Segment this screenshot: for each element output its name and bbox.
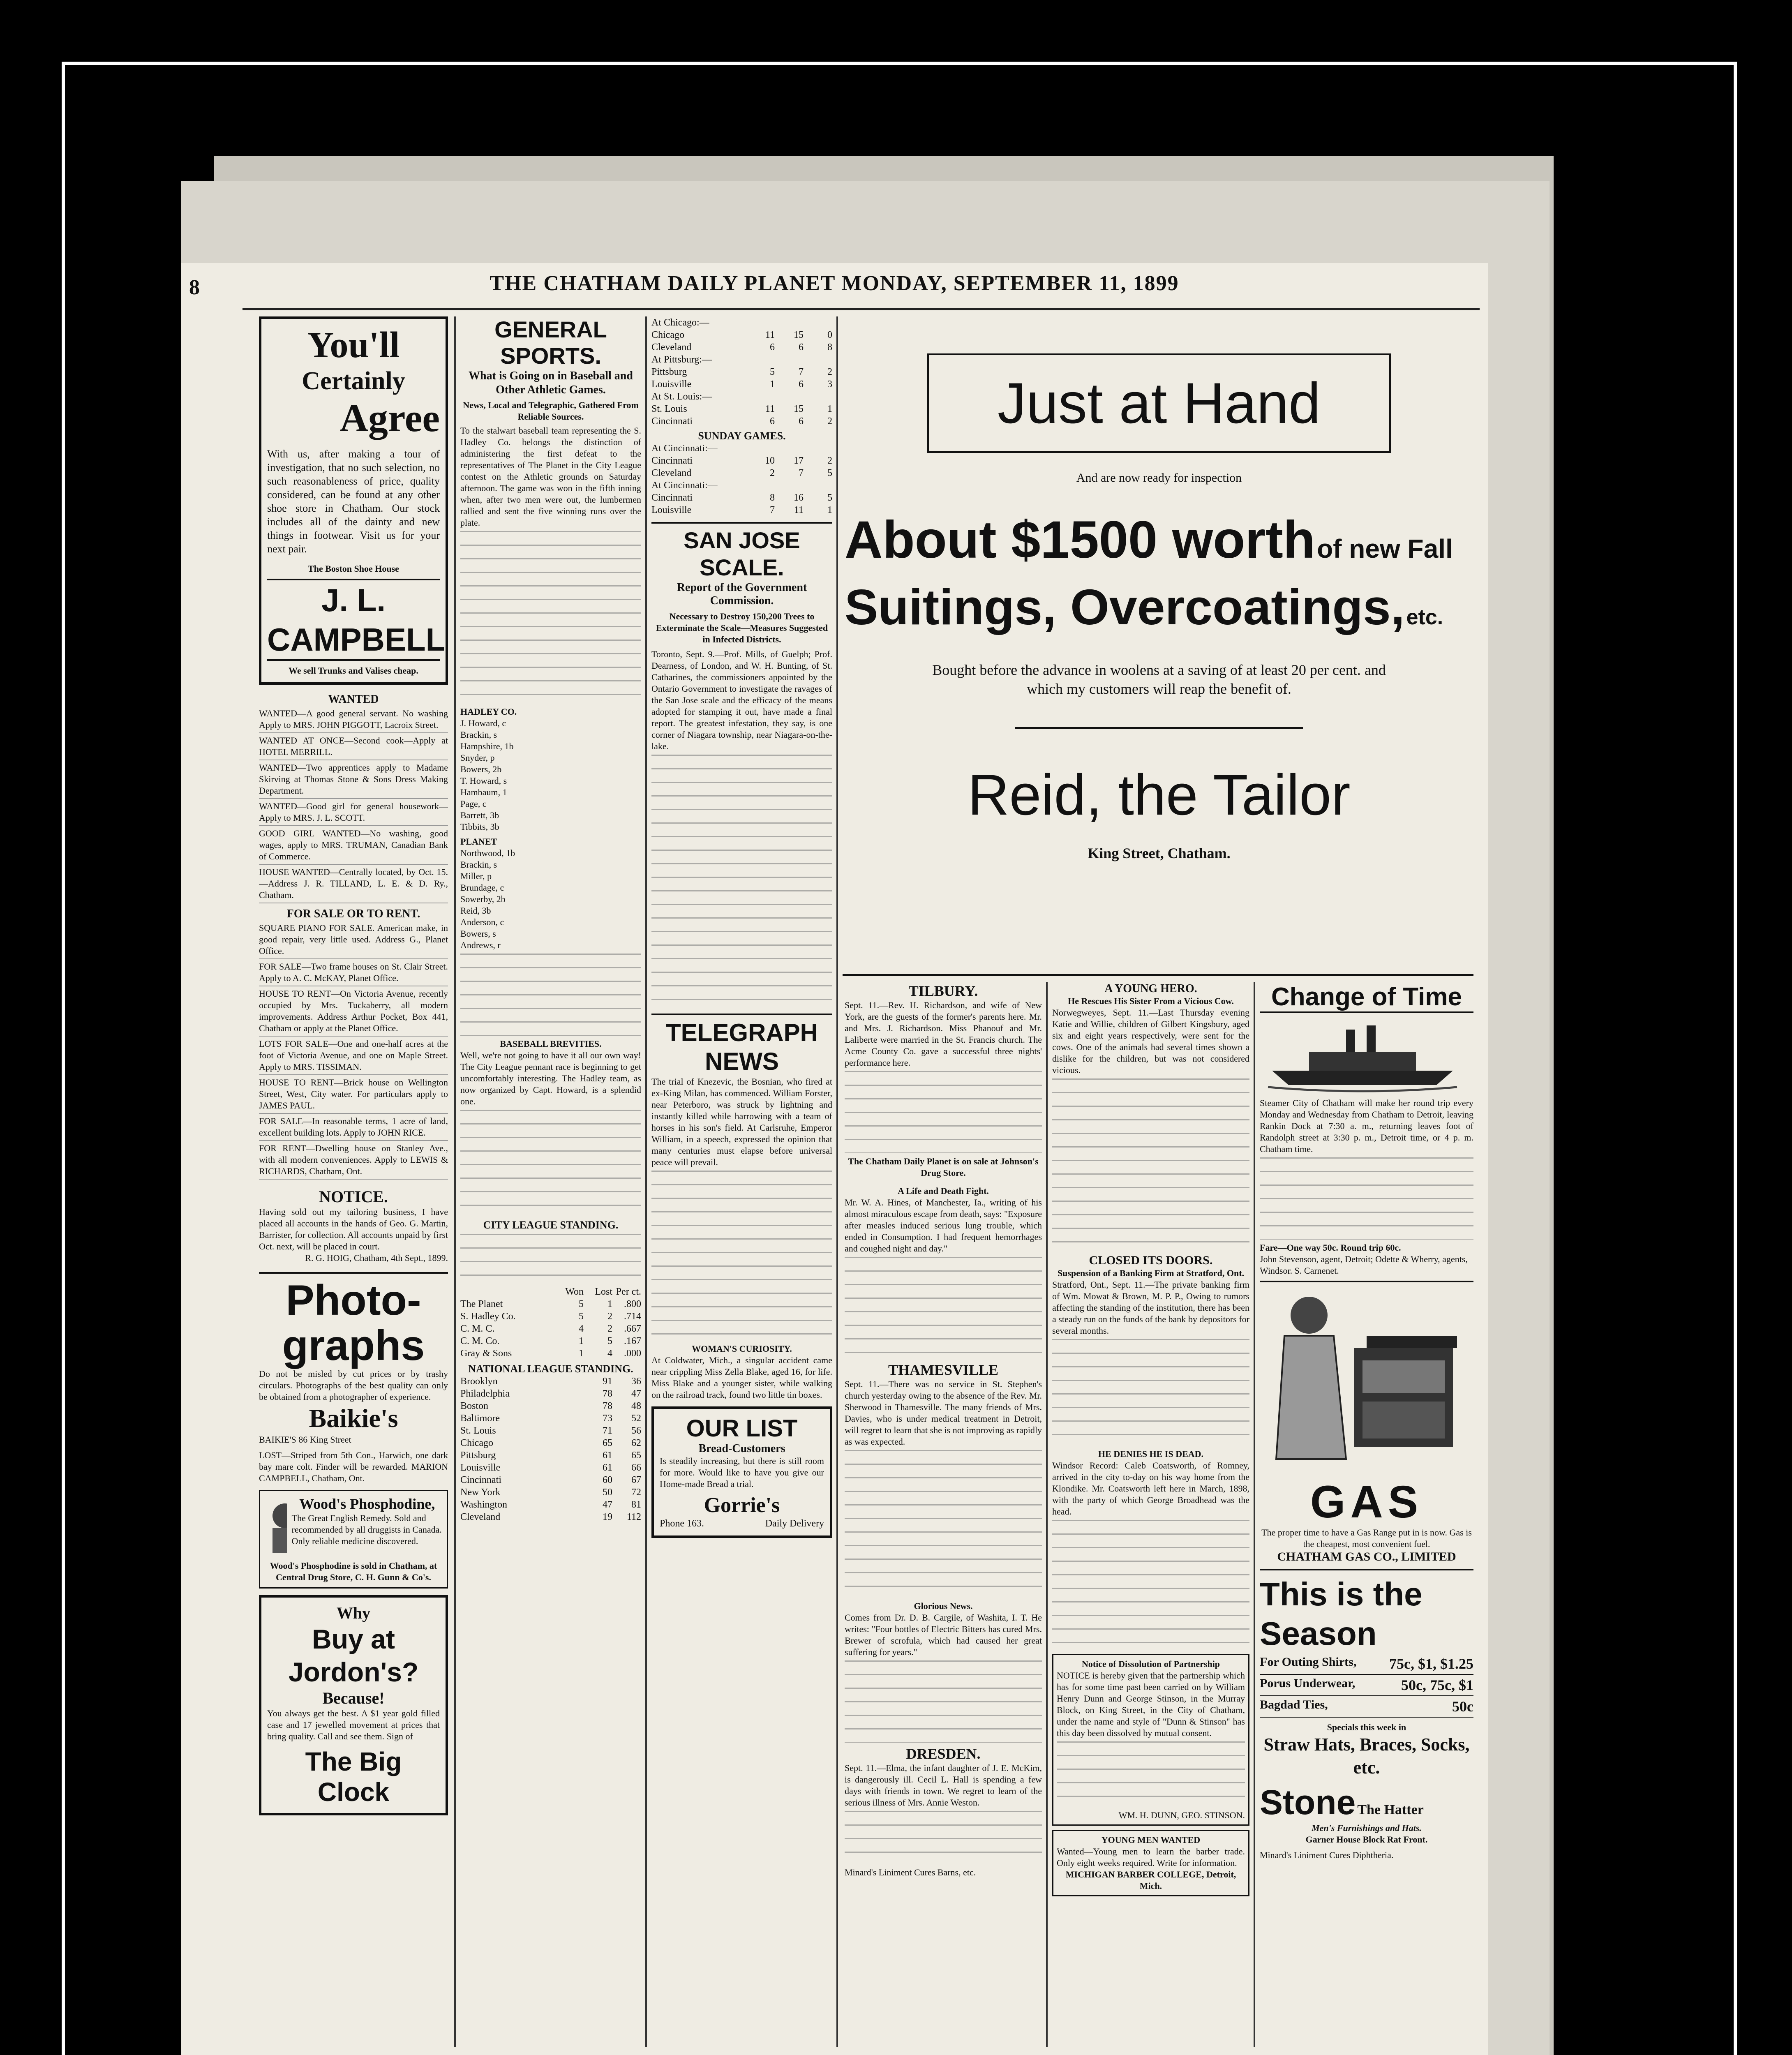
article-body: Norwegweyes, Sept. 11.—Last Thursday evening Katie and Willie, children of Gilbert Kingsbury, aged six and eight years respectively, were sent for the cows. One of the animals had several times shown a dislike for the children, but was not considered vicious.	[1052, 1007, 1249, 1075]
table-label-cell: St. Louis	[651, 404, 687, 414]
ad-subheading: Bread-Customers	[698, 1442, 785, 1455]
ad-items: Straw Hats, Braces, Socks, etc.	[1263, 1734, 1470, 1778]
article-body: Mr. W. A. Hines, of Manchester, Ia., writing of his almost miraculous escape from death, says: "Exposure after measles induced serious lung trouble, which ended in Consumption. I had frequent hemorrhages and coughed night and day."	[845, 1197, 1042, 1254]
box-score-player: Bowers, 2b	[460, 764, 502, 774]
table-label-cell: C. M. Co.	[460, 1336, 500, 1346]
table-label-cell: Cincinnati	[651, 455, 693, 466]
photographer-name: Baikie's	[309, 1404, 398, 1433]
table-value-cell: .800	[624, 1299, 641, 1309]
box-score-player: Snyder, p	[460, 753, 495, 763]
table-value-cell: 6	[799, 379, 804, 390]
table-value-cell: 7	[770, 505, 775, 515]
ad-address: King Street, Chatham.	[1088, 845, 1231, 861]
table-label-cell: At St. Louis:—	[651, 391, 712, 402]
minard-ad: Minard's Liniment Cures Diphtheria.	[1260, 1850, 1394, 1860]
classified-item: WANTED—A good general servant. No washing Apply to MRS. JOHN PIGGOTT, Lacroix Street.	[259, 706, 448, 733]
article-body: Sept. 11.—There was no service in St. Stephen's church yesterday owing to the absence of the Rev. Mr. Sherwood in Thamesville. The many friends of Mrs. Davies, who is under medical treatment in Detroit, will regret to learn that she is not improving as rapidly as was expected.	[845, 1379, 1042, 1447]
table-value-cell: 1	[770, 379, 775, 390]
classified-item: FOR SALE—Two frame houses on St. Clair Street. Apply to A. C. McKAY, Planet Office.	[259, 959, 448, 986]
table-value-cell: 1	[579, 1336, 584, 1346]
table-value-cell: 52	[631, 1413, 641, 1424]
table-value-cell: 5	[607, 1336, 612, 1346]
section-heading: SUNDAY GAMES.	[698, 430, 786, 442]
article-body: Sept. 11.—Rev. H. Richardson, and wife of New York, are the guests of the former's parents here. Mr. and Mrs. J. Richardson. Miss Phanouf and Mr. Laliberte were married in the St. Francis church. The Acme County Co. gave a successful three nights' performance here.	[845, 1000, 1042, 1068]
table-value-cell: 6	[799, 416, 804, 427]
notice-body: NOTICE is hereby given that the partnership which has for some time past been carried on by William Henry Dunn and George Stinson, in the Murray Block, on King Street, in the City of Chatham, under the name and style of "Dunn & Stinson" has this day been dissolved by mutual consent.	[1057, 1670, 1245, 1738]
section-heading: BASEBALL BREVITIES.	[500, 1039, 602, 1049]
table-value-cell: 1	[827, 505, 832, 515]
ad-body: Wanted—Young men to learn the barber trade. Only eight weeks required. Write for information.	[1057, 1846, 1245, 1868]
section-heading: A Life and Death Fight.	[898, 1186, 989, 1196]
store-name: The Boston Shoe House	[308, 563, 399, 574]
schedule-body: Steamer City of Chatham will make her round trip every Monday and Wednesday from Chatham to Detroit, leaving Rankin Dock at 7:30 a. m., returning leaves foot of Randolph street at 3:30 p. m., Detroit time, or 4 p. m. Chatham time.	[1260, 1098, 1473, 1154]
table-value-cell: 5	[770, 367, 775, 377]
table-value-cell: 67	[631, 1475, 641, 1485]
table-value-cell: .714	[624, 1311, 641, 1322]
ad-body: Bought before the advance in woolens at a saving of at least 20 per cent. and which my customers will reap the benefit of.	[932, 662, 1386, 697]
merchant-name: J. L. CAMPBELL	[267, 579, 440, 661]
ad-address: BAIKIE'S 86 King Street	[259, 1434, 351, 1445]
table-label-cell: Cincinnati	[651, 416, 693, 427]
table-label-cell: At Pittsburg:—	[651, 354, 712, 365]
classified-item: HOUSE WANTED—Centrally located, by Oct. 15.—Address J. R. TILLAND, L. E. & D. Ry., Chatham.	[259, 865, 448, 903]
table-value-cell: 47	[603, 1499, 612, 1510]
table-value-cell: 56	[631, 1425, 641, 1436]
ad-headline: Just at Hand	[927, 353, 1391, 453]
ad-heading: Wood's Phosphodine,	[299, 1496, 435, 1512]
item-price: 50c, 75c, $1	[1401, 1677, 1473, 1693]
ad-body: The Great English Remedy. Sold and recommended by all druggists in Canada. Only reliable medicine discovered.	[291, 1513, 442, 1546]
table-value-cell: 112	[626, 1512, 641, 1522]
box-score-player: Hampshire, 1b	[460, 741, 514, 751]
box-score-player: Hambaum, 1	[460, 787, 507, 797]
table-value-cell: 61	[603, 1462, 612, 1473]
table-value-cell: 1	[607, 1299, 612, 1309]
subheadline: Suspension of a Banking Firm at Stratford, Ont.	[1057, 1268, 1245, 1278]
ad-heading: This is the Season	[1260, 1576, 1423, 1652]
table-value-cell: 6	[770, 342, 775, 353]
ad-sign: The Big Clock	[305, 1747, 402, 1807]
ad-heading: OUR LIST	[686, 1415, 798, 1442]
table-value-cell: 5	[579, 1311, 584, 1322]
subheadline: He Rescues His Sister From a Vicious Cow.	[1068, 996, 1234, 1006]
table-label-cell: Chicago	[651, 330, 684, 340]
table-label-cell: Louisville	[651, 379, 692, 390]
box-score-player: Anderson, c	[460, 917, 504, 927]
box-score-player: Brundage, c	[460, 882, 504, 893]
table-label-cell: New York	[460, 1487, 501, 1498]
table-label-cell: Gray & Sons	[460, 1348, 512, 1359]
classified-item: FOR RENT—Dwelling house on Stanley Ave., with all modern conveniences. Apply to LEWIS & RICHARDS, Chatham, Ont.	[259, 1141, 448, 1180]
notice-body: Having sold out my tailoring business, I have placed all accounts in the hands of Geo. G. Martin, Barrister, for collection. All accounts unpaid by first Oct. next, will be placed in court.	[259, 1207, 448, 1251]
table-label-cell: Baltimore	[460, 1413, 500, 1424]
phone-number: Phone 163.	[660, 1518, 704, 1529]
table-label-cell: Cincinnati	[651, 492, 693, 503]
box-score-player: Bowers, s	[460, 928, 496, 939]
box-score-player: Reid, 3b	[460, 905, 491, 916]
ad-body: Do not be misled by cut prices or by trashy circulars. Photographs of the best quality can only be obtained from a photographer of experience.	[259, 1369, 448, 1402]
section-heading: A YOUNG HERO.	[1104, 982, 1197, 995]
classified-item: WANTED—Good girl for general housework—Apply to MRS. J. L. SCOTT.	[259, 799, 448, 826]
ad-heading: Buy at Jordon's?	[288, 1624, 419, 1687]
table-value-cell: 2	[827, 455, 832, 466]
ad-heading: Because!	[322, 1689, 385, 1707]
ad-tagline: Men's Furnishings and Hats.	[1312, 1823, 1422, 1833]
section-heading: THAMESVILLE	[888, 1362, 999, 1378]
ad-body: With us, after making a tour of investigation, that no such selection, no such reasonableness of price, quality considered, can be found at any other shoe store in Chatham. Our stock includes all of the dainty and new things in footwear. Visit us for your next pair.	[267, 448, 440, 555]
table-value-cell: 65	[631, 1450, 641, 1461]
box-score-player: Sowerby, 2b	[460, 894, 506, 904]
item-name: Bagdad Ties,	[1260, 1698, 1328, 1711]
table-value-cell: 0	[827, 330, 832, 340]
ad-body: Is steadily increasing, but there is still room for more. Would like to have you give our Home-made Bread a trial.	[660, 1456, 824, 1489]
ad-heading: You'll	[307, 325, 400, 365]
table-value-cell: 2	[827, 416, 832, 427]
box-score-player: Northwood, 1b	[460, 848, 515, 858]
table-value-cell: 6	[770, 416, 775, 427]
table-label-cell: At Chicago:—	[651, 317, 709, 328]
box-score-player: Miller, p	[460, 871, 492, 881]
box-score-player: Andrews, r	[460, 940, 501, 950]
ad-sign: MICHIGAN BARBER COLLEGE, Detroit, Mich.	[1065, 1869, 1236, 1891]
table-value-cell: 7	[799, 367, 804, 377]
ad-heading: Agree	[339, 396, 440, 440]
table-value-cell: 4	[607, 1348, 612, 1359]
table-label-cell: Chicago	[460, 1438, 493, 1448]
lost-notice: LOST—Striped from 5th Con., Harwich, one dark bay mare colt. Finder will be rewarded. MARION CAMPBELL, Chatham, Ont.	[259, 1450, 448, 1483]
article-body: Comes from Dr. D. B. Cargile, of Washita, I. T. He writes: "Four bottles of Electric Bitters has cured Mrs. Brewer of scrofula, which had caused her great suffering for years."	[845, 1612, 1042, 1657]
ad-heading: Photo-	[286, 1277, 421, 1324]
item-name: Porus Underwear,	[1260, 1676, 1356, 1690]
hatter-name: Stone	[1260, 1783, 1356, 1822]
table-value-cell: 91	[603, 1376, 612, 1387]
table-value-cell: Lost	[595, 1286, 612, 1297]
ad-product-line-tail: etc.	[1406, 605, 1443, 629]
table-label-cell: Washington	[460, 1499, 508, 1510]
item-name: For Outing Shirts,	[1260, 1655, 1357, 1669]
classified-item: GOOD GIRL WANTED—No washing, good wages, apply to MRS. TRUMAN, Canadian Bank of Commerce.	[259, 826, 448, 865]
classified-item: SQUARE PIANO FOR SALE. American make, in good repair, very little used. Address G., Planet Office.	[259, 921, 448, 959]
tailor-name: Reid, the Tailor	[968, 762, 1351, 827]
scan-frame	[62, 62, 1737, 2055]
box-score-player: Barrett, 3b	[460, 810, 499, 820]
table-value-cell: 1	[579, 1348, 584, 1359]
ad-body: You always get the best. A $1 year gold filled case and 17 jewelled movement at prices that bring quality. Call and see them. Sign of	[267, 1708, 440, 1741]
table-value-cell: 61	[603, 1450, 612, 1461]
box-score-heading: PLANET	[460, 836, 497, 847]
table-value-cell: 71	[603, 1425, 612, 1436]
table-label-cell: Brooklyn	[460, 1376, 498, 1387]
classified-heading: FOR SALE OR TO RENT.	[286, 907, 420, 920]
ad-product-line: Suitings, Overcoatings,	[845, 579, 1405, 635]
notice-heading: NOTICE.	[319, 1187, 388, 1206]
headline: SAN JOSE SCALE.	[684, 527, 800, 580]
deck: News, Local and Telegraphic, Gathered From Reliable Sources.	[463, 400, 639, 422]
ad-heading: graphs	[282, 1322, 425, 1369]
table-value-cell: 11	[794, 505, 804, 515]
table-label-cell: Louisville	[651, 505, 692, 515]
section-heading: TILBURY.	[908, 983, 978, 999]
article-body: Windsor Record: Caleb Coatsworth, of Romney, arrived in the city to-day on his way home from the Klondike. Mr. Coatsworth left here in March, 1898, with the party of which George Broadhead was the head.	[1052, 1460, 1249, 1517]
table-value-cell: 72	[631, 1487, 641, 1498]
fare-line: Fare—One way 50c. Round trip 60c.	[1260, 1242, 1401, 1253]
classified-item: WANTED—Two apprentices apply to Madame Skirving at Thomas Stone & Sons Dress Making Department.	[259, 760, 448, 799]
item-price: 50c	[1452, 1698, 1473, 1715]
delivery-note: Daily Delivery	[765, 1518, 824, 1529]
table-value-cell: 48	[631, 1401, 641, 1411]
table-value-cell: 36	[631, 1376, 641, 1387]
table-value-cell: 78	[603, 1388, 612, 1399]
ad-heading: Change of Time	[1260, 982, 1473, 1013]
box-score-player: Page, c	[460, 799, 487, 809]
table-value-cell: 73	[603, 1413, 612, 1424]
ad-subheading: And are now ready for inspection	[1076, 471, 1242, 485]
box-score-player: Brackin, s	[460, 730, 497, 740]
table-value-cell: Won	[565, 1286, 584, 1297]
section-heading: Glorious News.	[914, 1601, 973, 1611]
article-body: Well, we're not going to have it all our own way! The City League pennant race is beginning to get uncomfortably interesting. The Hadley team, as now organized by Capt. Howard, is a splendid one.	[460, 1050, 641, 1106]
article-body: Toronto, Sept. 9.—Prof. Mills, of Guelph; Prof. Dearness, of London, and W. H. Bunting, of St. Catharines, the commissioners appointed by the Ontario Government to investigate the ravages of the San Jose scale and the efficacy of the means adopted for stamping it out, have made a final report. The greatest infestation, they say, is one corner of Niagara township, near Niagara-on-the-lake.	[651, 649, 832, 751]
section-heading: HE DENIES HE IS DEAD.	[1098, 1449, 1204, 1459]
table-label-cell: Cincinnati	[460, 1475, 501, 1485]
classified-item: LOTS FOR SALE—One and one-half acres at the foot of Victoria Avenue, and one on Maple Street. Apply to MRS. TISSIMAN.	[259, 1037, 448, 1075]
table-label-cell: At Cincinnati:—	[651, 480, 718, 491]
box-score-player: Tibbits, 3b	[460, 822, 499, 832]
table-value-cell: 8	[827, 342, 832, 353]
masthead: THE CHATHAM DAILY PLANET MONDAY, SEPTEMBER 11, 1899	[490, 272, 1179, 295]
ad-heading: Why	[336, 1604, 371, 1622]
table-label-cell: Philadelphia	[460, 1388, 510, 1399]
table-value-cell: .000	[624, 1348, 641, 1359]
section-heading: CITY LEAGUE STANDING.	[483, 1219, 619, 1231]
headline: TELEGRAPH NEWS	[665, 1019, 818, 1075]
table-value-cell: .667	[624, 1323, 641, 1334]
section-heading: NATIONAL LEAGUE STANDING.	[468, 1363, 633, 1375]
table-value-cell: 47	[631, 1388, 641, 1399]
table-label-cell: Boston	[460, 1401, 489, 1411]
classified-heading: WANTED	[328, 693, 379, 706]
table-value-cell: 16	[794, 492, 804, 503]
hatter-title: The Hatter	[1357, 1802, 1424, 1817]
table-label-cell: St. Louis	[460, 1425, 496, 1436]
table-value-cell: 2	[827, 367, 832, 377]
subheadline: Report of the Government Commission.	[677, 581, 807, 607]
table-value-cell: 81	[631, 1499, 641, 1510]
table-value-cell: 3	[827, 379, 832, 390]
baker-name: Gorrie's	[704, 1494, 780, 1517]
table-label-cell: Pittsburg	[460, 1450, 496, 1461]
table-label-cell: At Cincinnati:—	[651, 443, 718, 454]
table-value-cell: 11	[765, 330, 775, 340]
table-value-cell: 8	[770, 492, 775, 503]
table-value-cell: 11	[765, 404, 775, 414]
notice-signature: WM. H. DUNN, GEO. STINSON.	[1118, 1810, 1245, 1820]
headline: GENERAL SPORTS.	[494, 316, 607, 369]
ad-footer: Wood's Phosphodine is sold in Chatham, at Central Drug Store, C. H. Gunn & Co's.	[270, 1561, 437, 1582]
table-value-cell: 60	[603, 1475, 612, 1485]
table-value-cell: 2	[770, 468, 775, 478]
table-value-cell: 15	[794, 404, 804, 414]
table-value-cell: 19	[603, 1512, 612, 1522]
classified-item: FOR SALE—In reasonable terms, 1 acre of land, excellent building lots. Apply to JOHN RICE.	[259, 1114, 448, 1141]
item-price: 75c, $1, $1.25	[1389, 1656, 1473, 1672]
table-value-cell: 50	[603, 1487, 612, 1498]
company-name: CHATHAM GAS CO., LIMITED	[1277, 1550, 1456, 1563]
ad-heading: Certainly	[302, 367, 405, 395]
table-value-cell: 15	[794, 330, 804, 340]
table-value-cell: 2	[607, 1323, 612, 1334]
table-label-cell: C. M. C.	[460, 1323, 495, 1334]
article-body: Stratford, Ont., Sept. 11.—The private banking firm of Wm. Mowat & Brown, M. P. P., Owing to rumors affecting the standing of the institution, there has been a steady run on the funds of the bank by depositors for several months.	[1052, 1279, 1249, 1336]
box-score-player: J. Howard, c	[460, 718, 506, 728]
agents-line: John Stevenson, agent, Detroit; Odette & Wherry, agents, Windsor. S. Carnenet.	[1260, 1254, 1468, 1276]
table-value-cell: 5	[827, 468, 832, 478]
ad-price-line: About $1500 worth	[845, 510, 1316, 569]
table-label-cell: S. Hadley Co.	[460, 1311, 516, 1322]
table-value-cell: 7	[799, 468, 804, 478]
article-body: At Coldwater, Mich., a singular accident came near crippling Miss Zella Blake, aged 16, for life. Miss Blake and a younger sister, while walking on the railroad track, found two little tin boxes.	[651, 1355, 832, 1400]
table-value-cell: 1	[827, 404, 832, 414]
minard-ad: Minard's Liniment Cures Barns, etc.	[845, 1867, 976, 1877]
sale-note: The Chatham Daily Planet is on sale at Johnson's Drug Store.	[848, 1156, 1039, 1178]
article-body: Sept. 11.—Elma, the infant daughter of J. E. McKim, is dangerously ill. Cecil L. Hall is spending a few days with friends in town. We regret to learn of the serious illness of Mrs. Annie Weston.	[845, 1763, 1042, 1808]
article-body: To the stalwart baseball team representing the S. Hadley Co. belongs the distinction of administering the first defeat to the representatives of The Planet in the City League contest on the Athletic grounds on Saturday afternoon. The game was won in the fifth inning when, after two men were out, the lumbermen rallied and sent the five winning runs over the plate.	[460, 425, 641, 528]
table-value-cell: 4	[579, 1323, 584, 1334]
table-value-cell: 65	[603, 1438, 612, 1448]
table-label-cell: Cleveland	[651, 342, 692, 353]
classified-item: WANTED AT ONCE—Second cook—Apply at HOTEL MERRILL.	[259, 733, 448, 760]
table-label-cell: Cleveland	[460, 1512, 501, 1522]
table-value-cell: 66	[631, 1462, 641, 1473]
table-value-cell: 78	[603, 1401, 612, 1411]
table-label-cell: The Planet	[460, 1299, 503, 1309]
box-score-player: T. Howard, s	[460, 776, 507, 786]
table-value-cell: 5	[827, 492, 832, 503]
ad-body: The proper time to have a Gas Range put in is now. Gas is the cheapest, most convenient fuel.	[1261, 1527, 1472, 1549]
table-label-cell: Cleveland	[651, 468, 692, 478]
box-score-player: Brackin, s	[460, 859, 497, 870]
ad-address: Garner House Block Rat Front.	[1305, 1834, 1428, 1845]
notice-heading: Notice of Dissolution of Partnership	[1081, 1659, 1220, 1669]
subheadline: What is Going on in Baseball and Other Athletic Games.	[469, 369, 633, 396]
ad-price-line-tail: of new Fall	[1317, 534, 1453, 563]
table-value-cell: 10	[765, 455, 775, 466]
table-value-cell: 17	[794, 455, 804, 466]
classified-item: HOUSE TO RENT—On Victoria Avenue, recently occupied by Mrs. Tuckaberry, all modern improvements. Address Arthur Pocket, Box 441, Chatham or apply at the Planet Office.	[259, 986, 448, 1037]
table-value-cell: 62	[631, 1438, 641, 1448]
table-label-cell: Louisville	[460, 1462, 501, 1473]
ad-heading: GAS	[1310, 1477, 1423, 1527]
box-score-heading: HADLEY CO.	[460, 707, 517, 717]
deck: Necessary to Destroy 150,200 Trees to Exterminate the Scale—Measures Suggested in Infected Districts.	[656, 611, 828, 644]
ad-tagline: We sell Trunks and Valises cheap.	[289, 665, 418, 676]
section-heading: WOMAN'S CURIOSITY.	[692, 1344, 792, 1354]
ad-heading: YOUNG MEN WANTED	[1101, 1835, 1201, 1845]
notice-signature: R. G. HOIG, Chatham, 4th Sept., 1899.	[305, 1253, 448, 1263]
section-heading: DRESDEN.	[906, 1746, 981, 1762]
table-value-cell: 2	[607, 1311, 612, 1322]
table-value-cell: 5	[579, 1299, 584, 1309]
table-label-cell: Pittsburg	[651, 367, 687, 377]
ad-subheading: Specials this week in	[1327, 1722, 1406, 1732]
section-heading: CLOSED ITS DOORS.	[1089, 1254, 1213, 1267]
table-value-cell: Per ct.	[616, 1286, 641, 1297]
article-body: The trial of Knezevic, the Bosnian, who fired at ex-King Milan, has commenced. William Forster, near Peterboro, was struck by lightning and instantly killed while harrowing with a team of horses in his son's field. At Carlsruhe, Emperor William, in a speech, expressed the opinion that many centuries must elapse before universal peace will prevail.	[651, 1076, 832, 1167]
table-value-cell: .167	[624, 1336, 641, 1346]
classified-item: HOUSE TO RENT—Brick house on Wellington Street, West, City water. For particulars apply to JAMES PAUL.	[259, 1075, 448, 1114]
page-number: 8	[189, 276, 200, 299]
table-value-cell: 6	[799, 342, 804, 353]
